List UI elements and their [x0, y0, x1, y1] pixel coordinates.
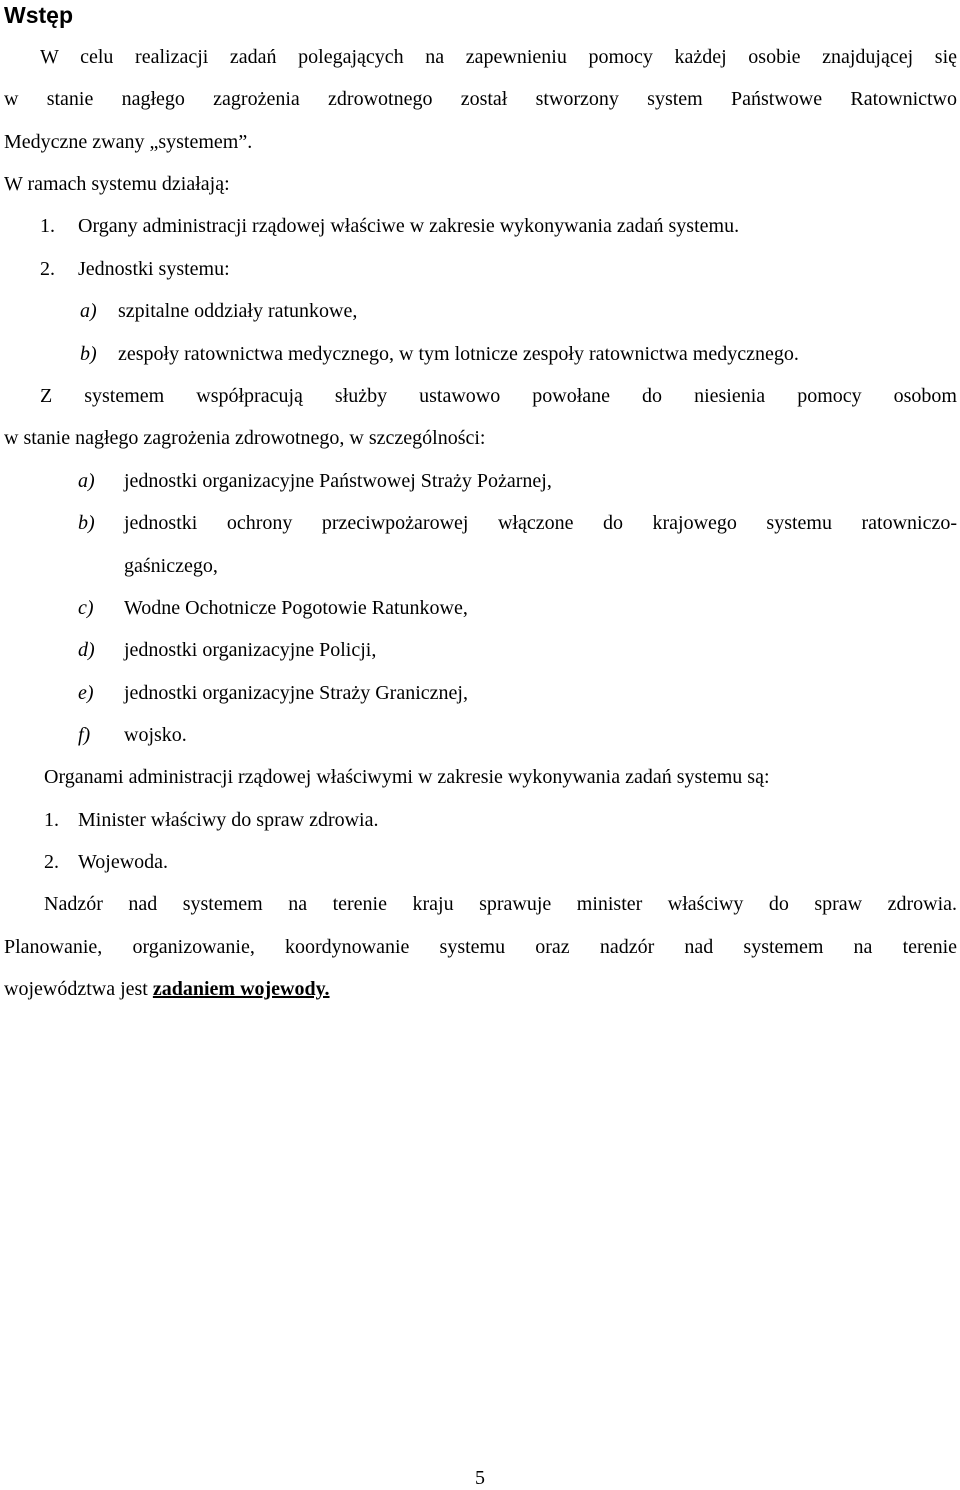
service-item: jednostki organizacyjne Policji,	[124, 639, 377, 661]
system-list-number: 1.	[40, 215, 55, 237]
system-list-number: 2.	[40, 258, 55, 280]
intro-line-3: Medyczne zwany „systemem”.	[4, 131, 253, 153]
supervision-line-2: Planowanie, organizowanie, koordynowanie systemu oraz nadzór nad systemem na terenie	[4, 936, 957, 958]
section-heading: Wstęp	[4, 2, 73, 28]
intro-line-2: w stanie nagłego zagrożenia zdrowotnego został stworzony system Państwowe Ratownictwo	[4, 88, 957, 110]
system-list-item: Organy administracji rządowej właściwe w zakresie wykonywania zadań systemu.	[78, 215, 740, 237]
supervision-line-1: Nadzór nad systemem na terenie kraju sprawuje minister właściwy do spraw zdrowia.	[44, 893, 957, 915]
service-item: jednostki organizacyjne Państwowej Straży Pożarnej,	[124, 470, 552, 492]
authority-number: 1.	[44, 809, 59, 831]
cooperation-line-2: w stanie nagłego zagrożenia zdrowotnego, w szczególności:	[4, 427, 486, 449]
intro-line-4: W ramach systemu działają:	[4, 173, 230, 195]
unit-item: zespoły ratownictwa medycznego, w tym lotnicze zespoły ratownictwa medycznego.	[118, 343, 799, 365]
service-item: jednostki ochrony przeciwpożarowej włączone do krajowego systemu ratowniczo-	[124, 512, 957, 534]
service-label: c)	[78, 597, 94, 619]
system-list-item: Jednostki systemu:	[78, 258, 230, 280]
authority-item: Minister właściwy do spraw zdrowia.	[78, 809, 379, 831]
service-label: a)	[78, 470, 95, 492]
authorities-intro: Organami administracji rządowej właściwymi w zakresie wykonywania zadań systemu są:	[44, 766, 770, 788]
supervision-emphasis: zadaniem wojewody.	[152, 978, 330, 1000]
service-label: d)	[78, 639, 95, 661]
cooperation-line-1: Z systemem współpracują służby ustawowo powołane do niesienia pomocy osobom	[40, 385, 957, 407]
page-number: 5	[475, 1467, 485, 1489]
service-label: e)	[78, 682, 94, 704]
service-label: f)	[78, 724, 91, 746]
authority-item: Wojewoda.	[78, 851, 169, 873]
service-item-continuation: gaśniczego,	[124, 555, 218, 577]
supervision-line-3	[4, 976, 330, 1002]
unit-label: b)	[80, 343, 97, 365]
service-item: wojsko.	[124, 724, 187, 746]
authority-number: 2.	[44, 851, 59, 873]
unit-item: szpitalne oddziały ratunkowe,	[118, 300, 358, 322]
intro-line-1: W celu realizacji zadań polegających na zapewnieniu pomocy każdej osobie znajdującej się	[40, 46, 957, 68]
supervision-line-3-prefix: województwa jest	[4, 978, 153, 1000]
service-item: jednostki organizacyjne Straży Granicznej,	[124, 682, 468, 704]
service-label: b)	[78, 512, 95, 534]
unit-label: a)	[80, 300, 97, 322]
service-item: Wodne Ochotnicze Pogotowie Ratunkowe,	[124, 597, 468, 619]
